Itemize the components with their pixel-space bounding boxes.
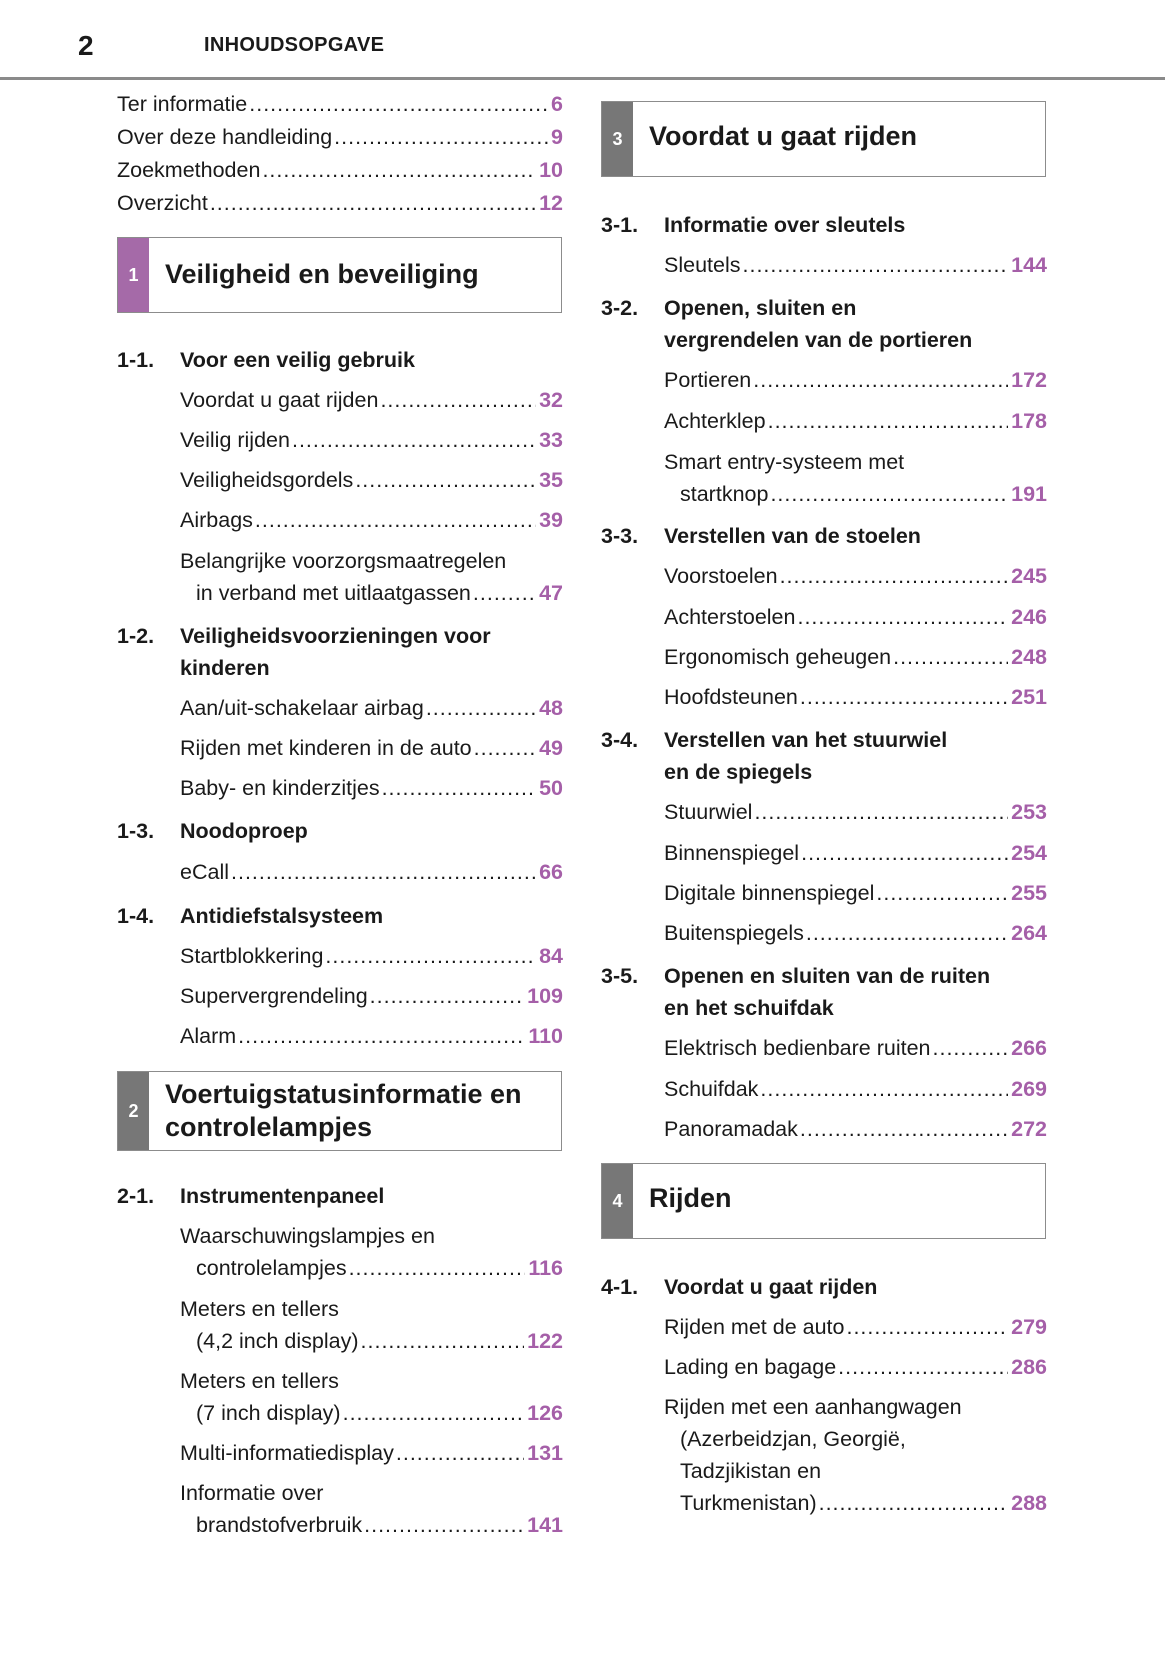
toc-entry[interactable]: Veiligheidsgordels ..... 35: [180, 464, 563, 496]
toc-entry[interactable]: Over deze handleiding ..... 9: [117, 121, 563, 153]
toc-entry[interactable]: Baby- en kinderzitjes ..... 50: [180, 772, 563, 804]
header-divider: [0, 77, 1165, 80]
toc-entry[interactable]: Overzicht ..... 12: [117, 187, 563, 219]
chapter-1-tab: 1: [118, 238, 149, 312]
toc-entry[interactable]: Waarschuwingslampjes en controlelampjes ..... 116: [180, 1220, 563, 1284]
page-number: 2: [78, 30, 94, 61]
chapter-4-tab: 4: [602, 1164, 633, 1238]
toc-entry[interactable]: Sleutels ..... 144: [664, 249, 1047, 281]
toc-entry[interactable]: Lading en bagage ..... 286: [664, 1351, 1047, 1383]
toc-entry[interactable]: Alarm ..... 110: [180, 1020, 563, 1052]
toc-entry[interactable]: Zoekmethoden ..... 10: [117, 154, 563, 186]
toc-entry[interactable]: Schuifdak ..... 269: [664, 1073, 1047, 1105]
page-title: INHOUDSOPGAVE: [204, 34, 385, 56]
chapter-2-title: Voertuigstatusinformatie en controlelampjes: [165, 1079, 522, 1142]
toc-entry[interactable]: Digitale binnenspiegel ..... 255: [664, 877, 1047, 909]
toc-entry[interactable]: Supervergrendeling ..... 109: [180, 980, 563, 1012]
toc-entry[interactable]: Achterstoelen ..... 246: [664, 601, 1047, 633]
chapter-4-title: Rijden: [649, 1183, 732, 1213]
chapter-3-box[interactable]: [601, 101, 1046, 177]
toc-entry[interactable]: Rijden met kinderen in de auto ..... 49: [180, 732, 563, 764]
toc-entry[interactable]: Rijden met de auto ..... 279: [664, 1311, 1047, 1343]
toc-entry[interactable]: Multi-informatiedisplay ..... 131: [180, 1437, 563, 1469]
toc-entry[interactable]: Hoofdsteunen ..... 251: [664, 681, 1047, 713]
toc-entry[interactable]: Meters en tellers (7 inch display) ..... 126: [180, 1365, 563, 1429]
toc-entry[interactable]: Aan/uit-schakelaar airbag ..... 48: [180, 692, 563, 724]
toc-entry[interactable]: Buitenspiegels ..... 264: [664, 917, 1047, 949]
toc-entry[interactable]: Binnenspiegel ..... 254: [664, 837, 1047, 869]
toc-entry[interactable]: Meters en tellers (4,2 inch display) ..... 122: [180, 1293, 563, 1357]
toc-entry[interactable]: Ter informatie ..... 6: [117, 88, 563, 120]
toc-entry[interactable]: Airbags ..... 39: [180, 504, 563, 536]
toc-entry[interactable]: Ergonomisch geheugen ..... 248: [664, 641, 1047, 673]
chapter-3-tab: 3: [602, 102, 633, 176]
chapter-1-box[interactable]: [117, 237, 562, 313]
chapter-2-tab: 2: [118, 1072, 149, 1150]
toc-entry[interactable]: Voordat u gaat rijden ..... 32: [180, 384, 563, 416]
chapter-1-title: Veiligheid en beveiliging: [165, 259, 479, 289]
toc-entry[interactable]: Panoramadak ..... 272: [664, 1113, 1047, 1145]
chapter-4-box[interactable]: [601, 1163, 1046, 1239]
toc-entry[interactable]: Stuurwiel ..... 253: [664, 796, 1047, 828]
toc-entry[interactable]: Elektrisch bedienbare ruiten ..... 266: [664, 1032, 1047, 1064]
toc-entry[interactable]: Informatie over brandstofverbruik ..... 141: [180, 1477, 563, 1541]
toc-entry[interactable]: Rijden met een aanhangwagen (Azerbeidzjan, Georgië, Tadzjikistan en Turkmenistan) ..... 288: [664, 1391, 1047, 1519]
toc-entry[interactable]: Voorstoelen ..... 245: [664, 560, 1047, 592]
toc-entry[interactable]: eCall ..... 66: [180, 856, 563, 888]
toc-entry[interactable]: Belangrijke voorzorgsmaatregelen in verband met uitlaatgassen ..... 47: [180, 545, 563, 609]
toc-entry[interactable]: Veilig rijden ..... 33: [180, 424, 563, 456]
toc-entry[interactable]: Startblokkering ..... 84: [180, 940, 563, 972]
toc-entry[interactable]: Smart entry-systeem met startknop ..... 191: [664, 446, 1047, 510]
toc-entry[interactable]: Achterklep ..... 178: [664, 405, 1047, 437]
toc-entry[interactable]: Portieren ..... 172: [664, 364, 1047, 396]
page-header: [0, 0, 1165, 80]
chapter-2-box[interactable]: [117, 1071, 562, 1151]
chapter-3-title: Voordat u gaat rijden: [649, 121, 918, 151]
